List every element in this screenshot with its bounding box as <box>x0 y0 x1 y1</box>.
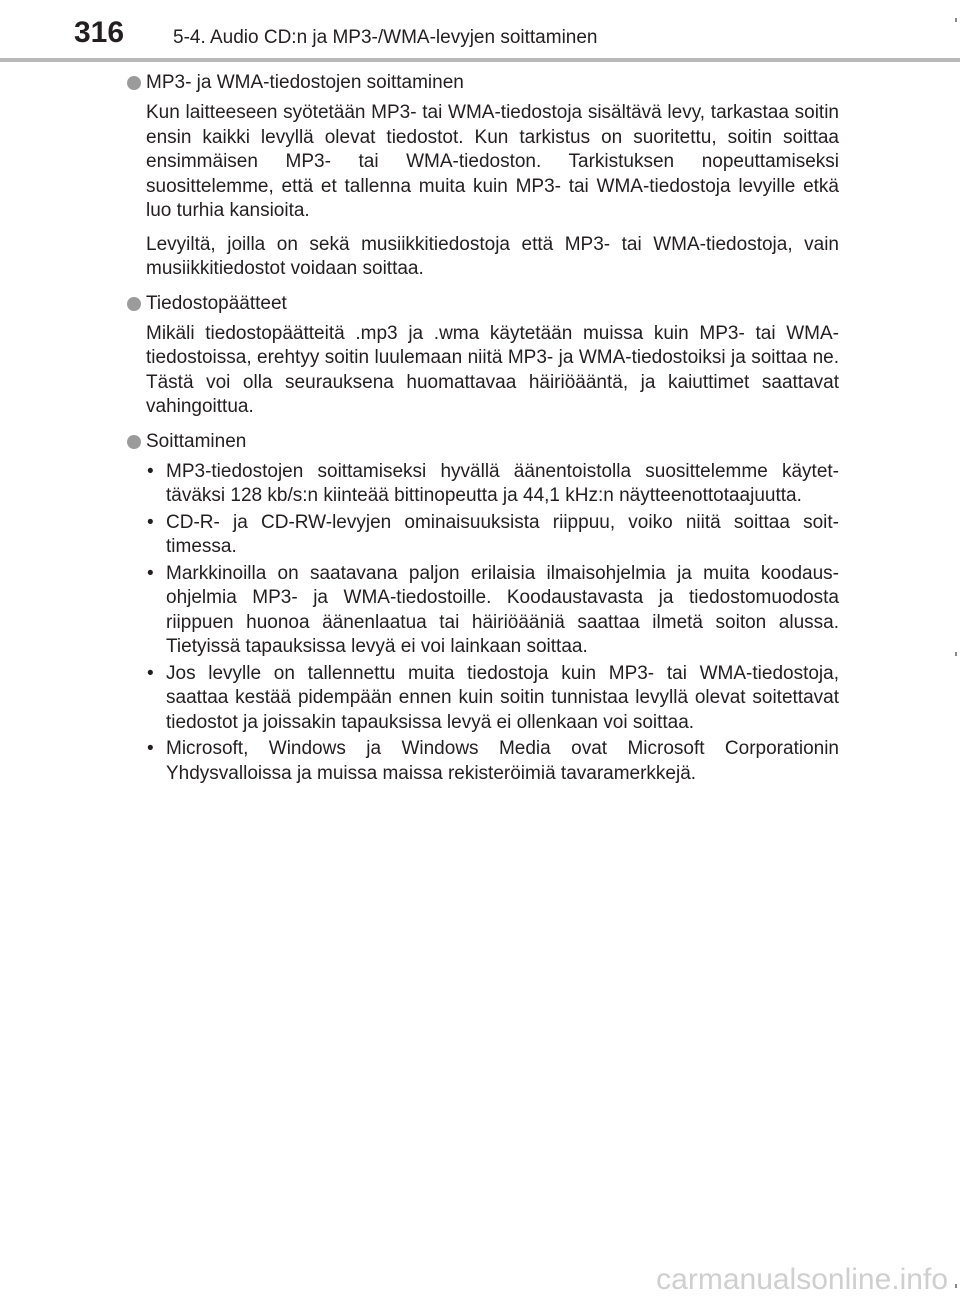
circle-bullet-icon <box>127 76 141 90</box>
list-item-text: Markkinoilla on saatavana paljon erilaisia ilmaisohjelmia ja muita koodausohjelmia MP3- ja WMA-tiedostoille. Koodaustavasta ja tiedostomuodosta riippuen huonoa äänenlaatua tai häiriöääniä saattaa ilmetä soiton alussa. Tietyissä tapauksissa levyä ei voi lainkaan soittaa. <box>166 562 839 657</box>
list-item <box>146 737 839 786</box>
bullet-icon: • <box>147 460 154 482</box>
list-item <box>146 662 839 736</box>
page-header <box>0 0 960 62</box>
list-item <box>146 511 839 560</box>
list-item <box>146 460 839 509</box>
crop-mark <box>955 18 957 22</box>
page-number: 316 <box>74 16 125 49</box>
bullet-icon: • <box>147 562 154 584</box>
section-mp3-wma-playback <box>127 70 839 282</box>
running-title: 5-4. Audio CD:n ja MP3-/WMA-levyjen soittaminen <box>173 27 598 48</box>
bullet-list <box>146 460 839 787</box>
list-item <box>146 562 839 660</box>
crop-mark <box>955 652 957 656</box>
section-heading <box>127 70 839 95</box>
watermark: carmanualsonline.info <box>656 1263 948 1296</box>
section-playing <box>127 429 839 787</box>
list-item-text: CD-R- ja CD-RW-levyjen ominaisuuksista riippuu, voiko niitä soittaa soittimessa. <box>166 511 839 557</box>
crop-mark <box>955 1284 957 1288</box>
section-heading-text: MP3- ja WMA-tiedostojen soittaminen <box>146 72 464 93</box>
paragraph: Levyiltä, joilla on sekä musiikkitiedostoja että MP3- tai WMA-tiedostoja, vain musiikkitiedostot voidaan soittaa. <box>146 233 839 279</box>
circle-bullet-icon <box>127 435 141 449</box>
section-heading <box>127 291 839 316</box>
bullet-icon: • <box>147 662 154 684</box>
page-content <box>127 70 839 795</box>
section-heading-text: Soittaminen <box>146 430 247 452</box>
paragraph: Kun laitteeseen syötetään MP3- tai WMA-tiedostoja sisältävä levy, tarkastaa soitin ensin kaikki levyllä olevat tiedostot. Kun tarkistus on suoritettu, soitin soittaa ensimmäisen MP3- tai WMA-tiedoston. Tarkistuksen nopeuttamiseksi suosittelemme, että et tallenna muita kuin MP3- tai WMA-tiedostoja levyille etkä luo turhia kansioita. <box>146 102 839 221</box>
section-heading <box>127 429 839 454</box>
circle-bullet-icon <box>127 297 141 311</box>
paragraph: Mikäli tiedostopäätteitä .mp3 ja .wma käytetään muissa kuin MP3- tai WMA-tiedostoissa, erehtyy soitin luulemaan niitä MP3- ja WMA-tiedostoiksi ja soittaa ne. Tästä voi olla seurauksena huomattavaa häiriöääntä, ja kaiuttimet saattavat vahingoittua. <box>146 322 839 417</box>
bullet-icon: • <box>147 511 154 533</box>
section-heading-text: Tiedostopäätteet <box>146 292 287 314</box>
header-divider <box>0 58 960 62</box>
list-item-text: Microsoft, Windows ja Windows Media ovat Microsoft Corporationin Yhdysvalloissa ja muissa maissa rekisteröimiä tavaramerkkejä. <box>166 738 839 784</box>
list-item-text: MP3-tiedostojen soittamiseksi hyvällä äänentoistolla suosittelemme käytettäväksi 128 kb/s:n kiinteää bittinopeutta ja 44,1 kHz:n näytteenottotaajuutta. <box>166 460 839 506</box>
list-item-text: Jos levylle on tallennettu muita tiedostoja kuin MP3- tai WMA-tiedostoja, saattaa kestää pidempään ennen kuin soitin tunnistaa levyllä olevat soitettavat tiedostot ja joissakin tapauksissa levyä ei ollenkaan voi soittaa. <box>166 662 839 733</box>
bullet-icon: • <box>147 738 154 759</box>
section-file-extensions <box>127 291 839 420</box>
